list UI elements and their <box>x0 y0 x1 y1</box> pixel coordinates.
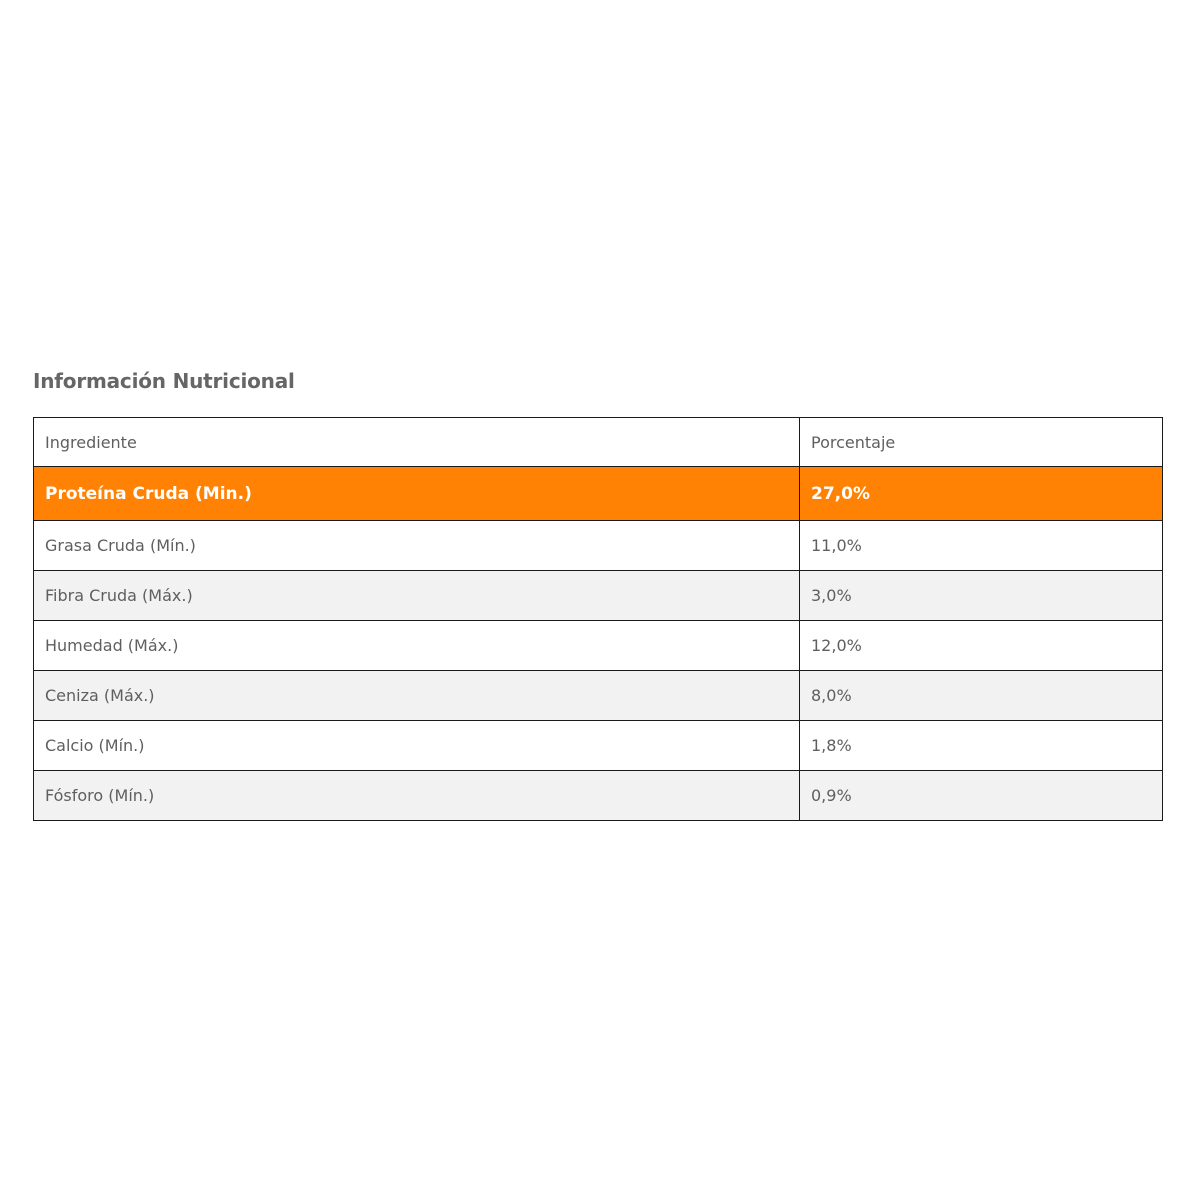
ingredient-cell: Grasa Cruda (Mín.) <box>34 521 800 571</box>
section-title: Información Nutricional <box>33 369 295 393</box>
table-row <box>34 671 1163 721</box>
nutrition-table <box>33 417 1163 821</box>
table-row <box>34 571 1163 621</box>
ingredient-cell: Humedad (Máx.) <box>34 621 800 671</box>
percentage-cell: 1,8% <box>800 721 1163 771</box>
percentage-cell: 27,0% <box>800 467 1163 521</box>
table-row <box>34 621 1163 671</box>
percentage-cell: 0,9% <box>800 771 1163 821</box>
table-row <box>34 521 1163 571</box>
percentage-cell: 11,0% <box>800 521 1163 571</box>
ingredient-cell: Calcio (Mín.) <box>34 721 800 771</box>
percentage-cell: 12,0% <box>800 621 1163 671</box>
ingredient-cell: Ceniza (Máx.) <box>34 671 800 721</box>
table-row-highlighted <box>34 467 1163 521</box>
ingredient-cell: Fósforo (Mín.) <box>34 771 800 821</box>
percentage-cell: 3,0% <box>800 571 1163 621</box>
table-header-row <box>34 418 1163 467</box>
ingredient-cell: Fibra Cruda (Máx.) <box>34 571 800 621</box>
percentage-cell: 8,0% <box>800 671 1163 721</box>
column-header-ingredient: Ingrediente <box>34 418 800 467</box>
table-row <box>34 771 1163 821</box>
nutrition-section <box>33 362 1162 805</box>
table-row <box>34 721 1163 771</box>
ingredient-cell: Proteína Cruda (Min.) <box>34 467 800 521</box>
column-header-percentage: Porcentaje <box>800 418 1163 467</box>
